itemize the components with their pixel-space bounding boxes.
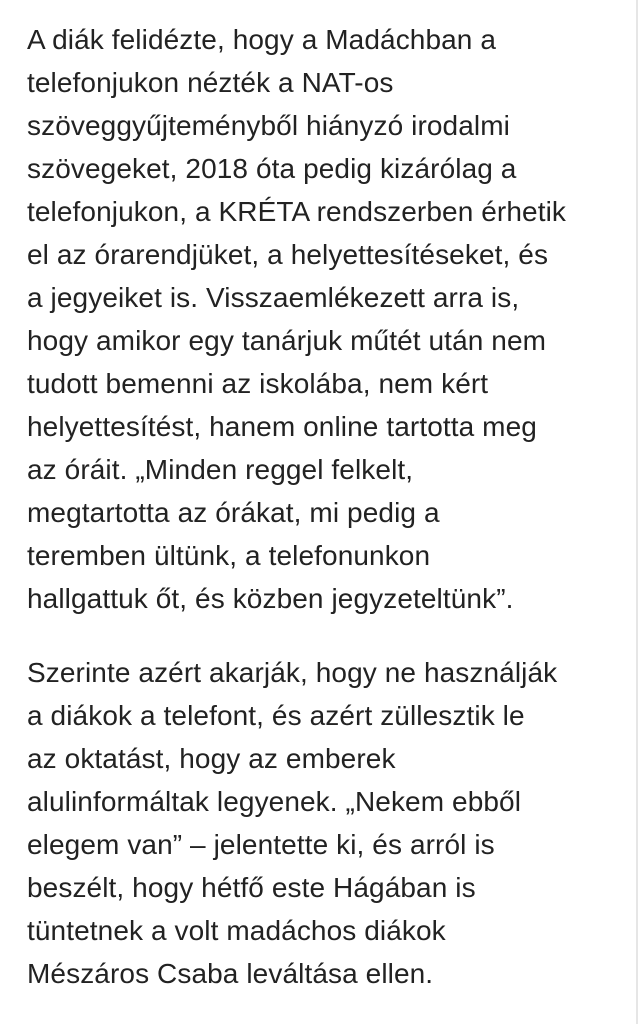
paragraph-line: megtartotta az órákat, mi pedig a bbox=[27, 497, 440, 528]
paragraph-line: az oktatást, hogy az emberek bbox=[27, 743, 396, 774]
paragraph-line: Mészáros Csaba leváltása ellen. bbox=[27, 958, 434, 989]
paragraph-line: beszélt, hogy hétfő este Hágában is bbox=[27, 872, 476, 903]
paragraph-line: szövegeket, 2018 óta pedig kizárólag a bbox=[27, 153, 517, 184]
paragraph-line: a diákok a telefont, és azért züllesztik le bbox=[27, 700, 525, 731]
paragraph-line: telefonjukon, a KRÉTA rendszerben érhetik bbox=[27, 196, 566, 227]
paragraph-line: az óráit. „Minden reggel felkelt, bbox=[27, 454, 414, 485]
paragraph-line: hallgattuk őt, és közben jegyzeteltünk”. bbox=[27, 583, 514, 614]
paragraph-line: el az órarendjüket, a helyettesítéseket, és bbox=[27, 239, 549, 270]
paragraph-line: szöveggyűjteményből hiányzó irodalmi bbox=[27, 110, 510, 141]
paragraph-line: tudott bemenni az iskolába, nem kért bbox=[27, 368, 489, 399]
paragraph-line: A diák felidézte, hogy a Madáchban a bbox=[27, 24, 497, 55]
paragraph-line: helyettesítést, hanem online tartotta meg bbox=[27, 411, 537, 442]
paragraph-line: alulinformáltak legyenek. „Nekem ebből bbox=[27, 786, 522, 817]
paragraph-line: hogy amikor egy tanárjuk műtét után nem bbox=[27, 325, 547, 356]
paragraph-line: telefonjukon nézték a NAT-os bbox=[27, 67, 394, 98]
paragraph-line: Szerinte azért akarják, hogy ne használják bbox=[27, 657, 558, 688]
paragraph-line: elegem van” – jelentette ki, és arról is bbox=[27, 829, 495, 860]
paragraph-line: a jegyeiket is. Visszaemlékezett arra is, bbox=[27, 282, 520, 313]
paragraph-line: tüntetnek a volt madáchos diákok bbox=[27, 915, 446, 946]
paragraph-line: teremben ültünk, a telefonunkon bbox=[27, 540, 431, 571]
